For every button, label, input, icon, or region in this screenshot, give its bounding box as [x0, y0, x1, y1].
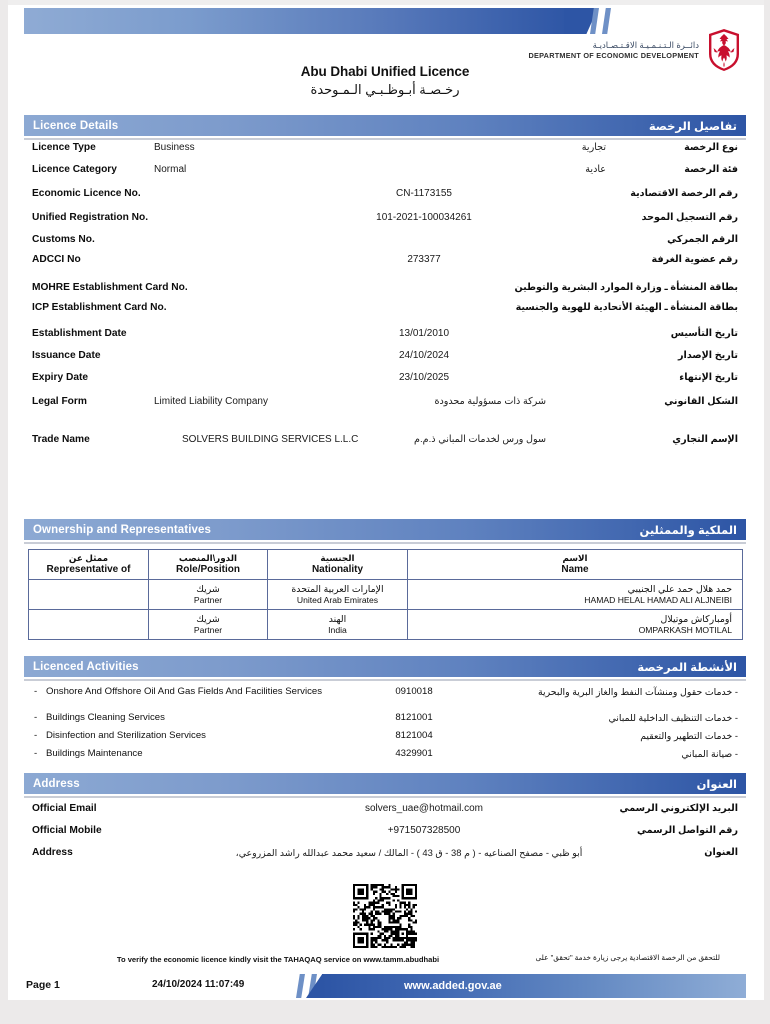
- cell-text-en: OMPARKASH MOTILAL: [638, 624, 732, 635]
- detail-label-ar: نوع الرخصة: [684, 142, 738, 153]
- cell-name: [408, 609, 743, 639]
- cell-text-en: India: [328, 624, 347, 635]
- detail-label-en: Licence Type: [32, 142, 96, 153]
- detail-label-en: Legal Form: [32, 396, 87, 407]
- address-row: [24, 825, 746, 847]
- document-title: [0, 64, 770, 98]
- page-number: Page 1: [26, 979, 60, 991]
- section-title-ar: الملكية والممثلين: [639, 524, 737, 537]
- detail-value: 13/01/2010: [398, 328, 450, 339]
- licence-detail-row: [24, 254, 746, 276]
- activity-code: 4329901: [395, 748, 433, 759]
- section-title-ar: تفاصيل الرخصة: [648, 120, 737, 133]
- column-header-ar: الدور\المنصب: [178, 553, 238, 563]
- table-column-header: [149, 550, 268, 580]
- cell-representative-of: [29, 579, 149, 609]
- column-header-en: Name: [561, 563, 589, 575]
- document-title-english: Abu Dhabi Unified Licence: [300, 64, 470, 79]
- cell-role-position: [149, 609, 268, 639]
- licence-detail-row: [24, 142, 746, 164]
- footer-url: www.added.gov.ae: [404, 980, 502, 992]
- address-label-ar: العنوان: [704, 847, 738, 858]
- section-rule-ownership: [24, 542, 746, 544]
- ded-logo-arabic: دائــرة الـتـنـمـيـة الاقـتـصـاديـة: [592, 40, 699, 51]
- activity-name-ar: - خدمات التنظيف الداخلية للمباني: [608, 712, 738, 723]
- detail-value-ar: عادية: [585, 164, 606, 175]
- section-rule-licence-details: [24, 138, 746, 140]
- verification-note-ar: للتحقق من الرخصة الاقتصادية يرجى زيارة خدمة "تحقق" على: [535, 953, 720, 962]
- licence-detail-row: [24, 372, 746, 394]
- page-edge-right: [764, 0, 770, 1024]
- page-edge-left: [0, 0, 8, 1024]
- activity-name-en: Buildings Cleaning Services: [46, 712, 165, 723]
- detail-label-en: Customs No.: [32, 234, 95, 245]
- page-edge-bottom: [0, 1000, 770, 1024]
- section-title-en: Address: [33, 777, 80, 790]
- detail-label-ar: الرقم الجمركي: [667, 234, 738, 245]
- section-title-ar: العنوان: [696, 778, 737, 791]
- address-label-en: Address: [32, 847, 73, 858]
- detail-label-en: Expiry Date: [32, 372, 89, 383]
- activity-code: 8121001: [395, 712, 433, 723]
- detail-label-ar: تاريخ التأسيس: [670, 328, 738, 339]
- detail-value-en: Limited Liability Company: [154, 396, 268, 407]
- licence-detail-row: [24, 328, 746, 350]
- activity-name-ar: - خدمات حقول ومنشآت النفط والغاز البرية والبحرية: [538, 686, 738, 697]
- detail-value-ar: تجارية: [581, 142, 606, 153]
- section-rule-address: [24, 796, 746, 798]
- table-header-row: [29, 550, 743, 580]
- detail-value: 101-2021-100034261: [376, 212, 472, 223]
- ded-logo-english: DEPARTMENT OF ECONOMIC DEVELOPMENT: [528, 50, 699, 60]
- top-banner-bar: [24, 8, 572, 34]
- footer-bar: [322, 974, 746, 998]
- detail-label-en: Unified Registration No.: [32, 212, 149, 223]
- ownership-table: [28, 549, 743, 640]
- section-header-ownership: [24, 519, 746, 540]
- cell-text-ar: الهند: [328, 612, 347, 624]
- cell-role-position: [149, 579, 268, 609]
- licence-detail-row: [24, 434, 746, 456]
- page-footer: [0, 974, 770, 1000]
- detail-value-en: Normal: [154, 164, 187, 175]
- section-title-en: Ownership and Representatives: [33, 523, 212, 536]
- column-header-en: Role/Position: [176, 563, 240, 575]
- detail-label-ar: الشكل القانوني: [664, 396, 738, 407]
- detail-label-en: Licence Category: [32, 164, 117, 175]
- detail-value-ar: سول ورس لخدمات المباني ذ.م.م: [414, 434, 546, 445]
- activity-code: 0910018: [395, 686, 433, 697]
- bullet-dash-icon: -: [34, 686, 38, 697]
- cell-representative-of: [29, 609, 149, 639]
- section-title-en: Licenced Activities: [33, 660, 139, 673]
- column-header-en: Representative of: [46, 563, 131, 575]
- address-row: [24, 847, 746, 869]
- cell-text-ar: شريك: [196, 612, 220, 624]
- activity-row: [24, 730, 746, 745]
- detail-value: 273377: [407, 254, 441, 265]
- detail-label-en: ICP Establishment Card No.: [32, 302, 167, 313]
- print-timestamp: 24/10/2024 11:07:49: [152, 979, 245, 990]
- licence-detail-row: [24, 302, 746, 324]
- column-header-ar: الجنسية: [320, 553, 355, 563]
- detail-label-ar: بطاقة المنشأة ـ الهيئة الأتحادية للهوية والجنسية: [515, 302, 738, 313]
- activity-name-en: Buildings Maintenance: [46, 748, 143, 759]
- detail-label-en: Trade Name: [32, 434, 90, 445]
- top-banner: [24, 8, 614, 34]
- activity-name-en: Onshore And Offshore Oil And Gas Fields And Facilities Services: [46, 686, 323, 697]
- cell-text-en: HAMAD HELAL HAMAD ALI ALJNEIBI: [584, 594, 732, 605]
- licence-detail-row: [24, 282, 746, 304]
- verification-note-en: To verify the economic licence kindly visit the TAHAQAQ service on www.tamm.abudhabi: [116, 955, 440, 964]
- detail-label-en: ADCCI No: [32, 254, 81, 265]
- detail-value: 23/10/2025: [398, 372, 450, 383]
- section-header-address: [24, 773, 746, 794]
- cell-nationality: [268, 609, 408, 639]
- activity-name-ar: - صيانة المباني: [681, 748, 738, 759]
- ded-logo-text: [528, 40, 699, 60]
- licence-detail-row: [24, 164, 746, 186]
- detail-value-en: SOLVERS BUILDING SERVICES L.L.C: [182, 434, 359, 445]
- activity-row: [24, 748, 746, 763]
- table-row: [29, 579, 743, 609]
- address-label-en: Official Email: [32, 803, 97, 814]
- address-value: +971507328500: [387, 825, 461, 836]
- activity-row: [24, 712, 746, 727]
- detail-value: CN-1173155: [396, 188, 452, 199]
- detail-label-ar: الإسم التجاري: [672, 434, 738, 445]
- licence-detail-row: [24, 234, 746, 256]
- activity-row: [24, 686, 746, 701]
- detail-label-en: Issuance Date: [32, 350, 101, 361]
- licence-detail-row: [24, 396, 746, 418]
- activity-code: 8121004: [395, 730, 433, 741]
- detail-value: 24/10/2024: [398, 350, 450, 361]
- detail-label-ar: رقم عضوية الغرفة: [651, 254, 738, 265]
- section-rule-activities: [24, 679, 746, 681]
- address-label-ar: رقم التواصل الرسمي: [636, 825, 738, 836]
- activity-name-ar: - خدمات التطهير والتعقيم: [640, 730, 738, 741]
- cell-text-ar: شريك: [196, 582, 220, 594]
- address-value: solvers_uae@hotmail.com: [365, 803, 483, 814]
- section-header-activities: [24, 656, 746, 677]
- table-column-header: [268, 550, 408, 580]
- cell-name: [408, 579, 743, 609]
- licence-detail-row: [24, 188, 746, 210]
- cell-text-ar: حمد هلال حمد علي الجنيبي: [627, 582, 732, 594]
- cell-nationality: [268, 579, 408, 609]
- column-header-en: Nationality: [311, 563, 364, 575]
- detail-label-ar: رقم الرخصة الاقتصادية: [630, 188, 738, 199]
- section-title-ar: الأنشطة المرخصة: [637, 661, 737, 674]
- address-value: أبو ظبي - مصفح الصناعيه - ( م 38 - ق 43 ) - المالك / سعيد محمد عبدالله راشد المزروعي،: [235, 847, 583, 858]
- bullet-dash-icon: -: [34, 712, 38, 723]
- cell-text-ar: الإمارات العربية المتحدة: [291, 582, 384, 594]
- table-row: [29, 609, 743, 639]
- detail-label-ar: رقم التسجيل الموحد: [641, 212, 738, 223]
- column-header-ar: الاسم: [562, 553, 588, 563]
- detail-label-ar: تاريخ الإصدار: [678, 350, 738, 361]
- detail-label-en: Establishment Date: [32, 328, 127, 339]
- table-column-header: [29, 550, 149, 580]
- detail-label-ar: فئة الرخصة: [684, 164, 738, 175]
- licence-detail-row: [24, 212, 746, 234]
- page-edge-top: [0, 0, 770, 5]
- cell-text-en: United Arab Emirates: [296, 594, 379, 605]
- detail-label-ar: تاريخ الإنتهاء: [679, 372, 738, 383]
- activity-name-en: Disinfection and Sterilization Services: [46, 730, 206, 741]
- address-label-ar: البريد الإلكتروني الرسمي: [619, 803, 738, 814]
- address-row: [24, 803, 746, 825]
- detail-value-ar: شركة ذات مسؤولية محدودة: [434, 396, 546, 407]
- section-title-en: Licence Details: [33, 119, 119, 132]
- cell-text-en: Partner: [193, 624, 223, 635]
- document-title-arabic: رخـصـة أبـوظـبـي الـمـوحدة: [310, 82, 460, 97]
- address-label-en: Official Mobile: [32, 825, 102, 836]
- detail-label-en: Economic Licence No.: [32, 188, 141, 199]
- section-header-licence-details: [24, 115, 746, 136]
- table-column-header: [408, 550, 743, 580]
- qr-code-icon: [343, 884, 427, 948]
- column-header-ar: ممثل عن: [68, 553, 109, 563]
- detail-value-en: Business: [154, 142, 195, 153]
- bullet-dash-icon: -: [34, 748, 38, 759]
- detail-label-ar: بطاقة المنشأة ـ وزارة الموارد البشرية والتوطين: [514, 282, 738, 293]
- cell-text-ar: أومباركاش موتيلال: [660, 612, 732, 624]
- bullet-dash-icon: -: [34, 730, 38, 741]
- licence-detail-row: [24, 350, 746, 372]
- footer-slash-1: [296, 974, 305, 998]
- detail-label-en: MOHRE Establishment Card No.: [32, 282, 188, 293]
- cell-text-en: Partner: [193, 594, 223, 605]
